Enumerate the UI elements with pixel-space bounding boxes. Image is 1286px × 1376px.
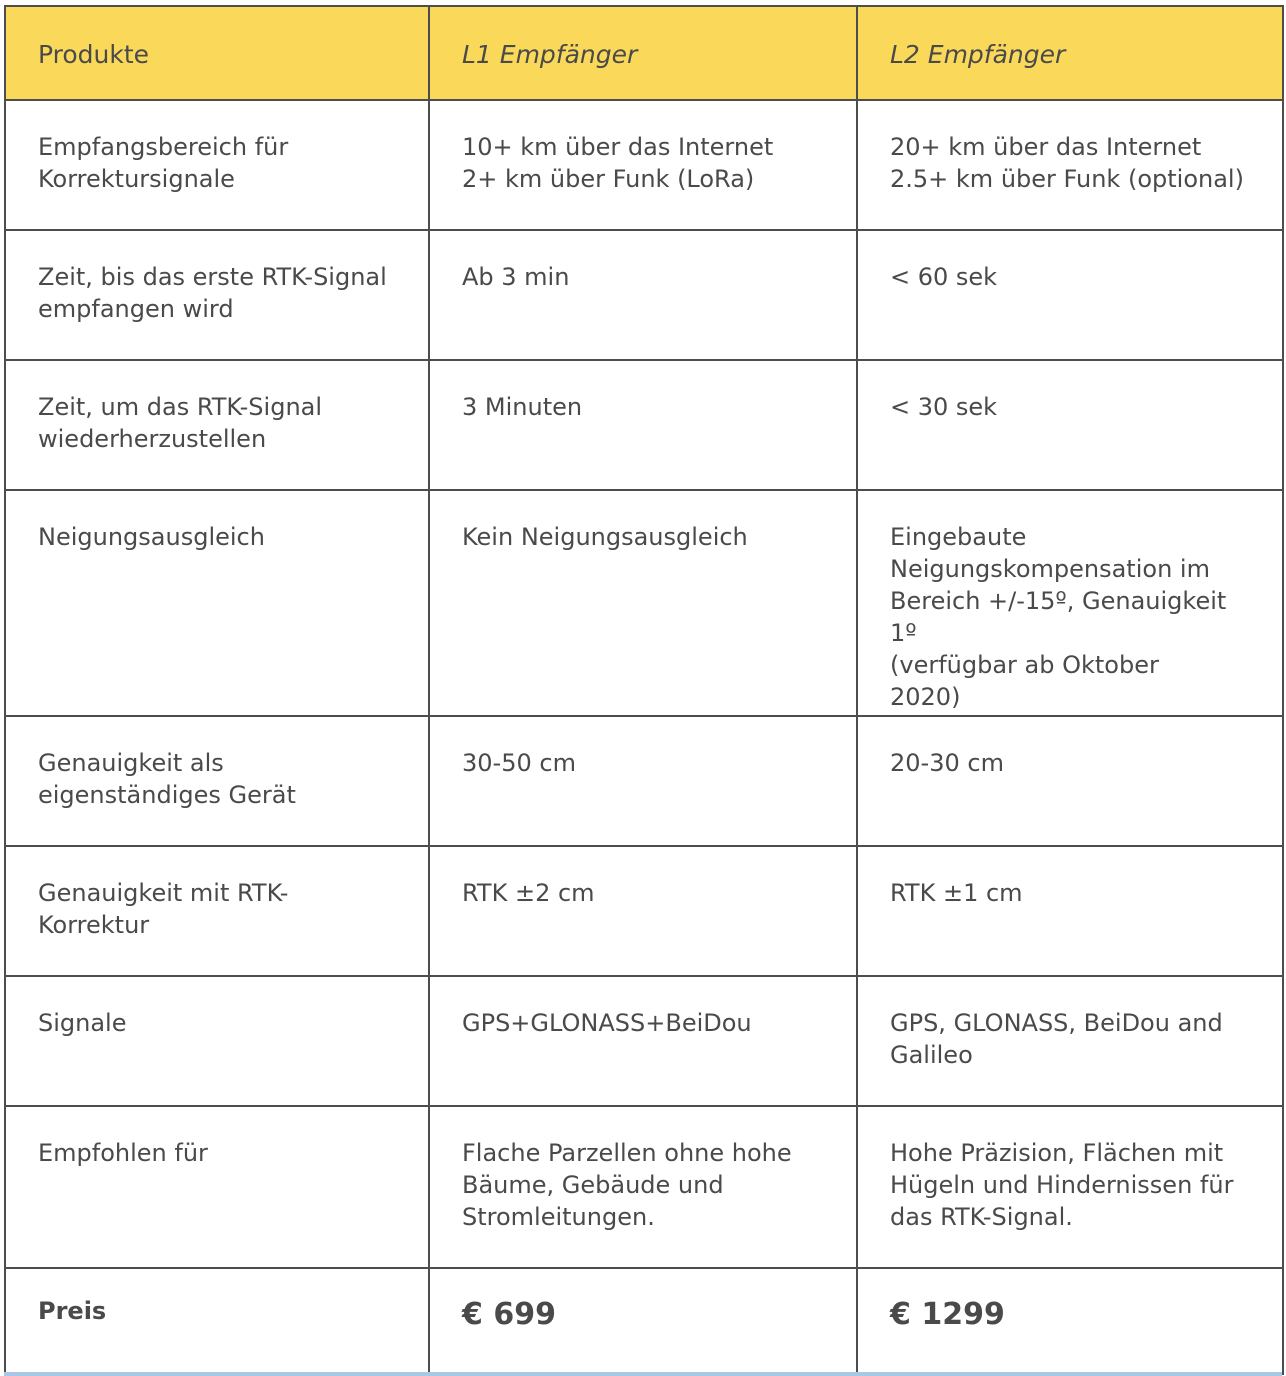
value-line: Flache Parzellen ohne hohe [462, 1139, 792, 1167]
label-line: Signale [38, 1009, 127, 1037]
table-row [5, 100, 1283, 230]
label-line: Empfangsbereich für [38, 133, 289, 161]
table-row [5, 230, 1283, 360]
l2-value [857, 846, 1283, 976]
l1-value [429, 976, 857, 1106]
value-line: 30-50 cm [462, 749, 576, 777]
label-line: Empfohlen für [38, 1139, 208, 1167]
table-body [5, 100, 1283, 1374]
table-header [5, 6, 1283, 100]
l1-value [429, 230, 857, 360]
value-line: 10+ km über das Internet [462, 133, 774, 161]
label-line: Zeit, um das RTK-Signal [38, 393, 323, 421]
value-line: 2020) [890, 683, 961, 711]
value-line: RTK ±2 cm [462, 879, 595, 907]
row-label [5, 100, 429, 230]
value-line: GPS+GLONASS+BeiDou [462, 1009, 752, 1037]
value-line: Eingebaute [890, 523, 1027, 551]
value-line: 3 Minuten [462, 393, 583, 421]
value-line: Stromleitungen. [462, 1203, 655, 1231]
value-line: Bereich +/-15º, Genauigkeit 1º [890, 587, 1227, 647]
table-row [5, 490, 1283, 716]
l1-value [429, 716, 857, 846]
value-line: 2+ km über Funk (LoRa) [462, 165, 755, 193]
row-label [5, 716, 429, 846]
l1-value [429, 100, 857, 230]
table-row [5, 1106, 1283, 1268]
header-l2-receiver: L2 Empfänger [857, 6, 1283, 100]
l2-value [857, 1106, 1283, 1268]
label-line: wiederherzustellen [38, 425, 267, 453]
row-label [5, 976, 429, 1106]
value-line: GPS, GLONASS, BeiDou and [890, 1009, 1223, 1037]
price-l1: € 699 [429, 1268, 857, 1374]
l1-value [429, 846, 857, 976]
value-line: (verfügbar ab Oktober [890, 651, 1159, 679]
label-line: Genauigkeit als [38, 749, 224, 777]
label-line: eigenständiges Gerät [38, 781, 296, 809]
comparison-table-wrapper [4, 5, 1282, 1373]
value-line: 20+ km über das Internet [890, 133, 1202, 161]
table-row [5, 360, 1283, 490]
comparison-table [4, 5, 1284, 1375]
row-label [5, 360, 429, 490]
value-line: Kein Neigungsausgleich [462, 523, 748, 551]
label-line: Zeit, bis das erste RTK-Signal [38, 263, 387, 291]
value-line: < 60 sek [890, 263, 998, 291]
row-label [5, 1106, 429, 1268]
price-l2: € 1299 [857, 1268, 1283, 1374]
l1-value [429, 490, 857, 716]
l2-value [857, 716, 1283, 846]
row-label [5, 230, 429, 360]
value-line: Ab 3 min [462, 263, 570, 291]
header-products: Produkte [5, 6, 429, 100]
row-label [5, 490, 429, 716]
label-line: Korrektursignale [38, 165, 235, 193]
value-line: Bäume, Gebäude und [462, 1171, 724, 1199]
l2-value [857, 490, 1283, 716]
l2-value [857, 230, 1283, 360]
l2-value [857, 100, 1283, 230]
row-label [5, 846, 429, 976]
price-row [5, 1268, 1283, 1374]
label-line: Korrektur [38, 911, 150, 939]
value-line: < 30 sek [890, 393, 998, 421]
value-line: Hohe Präzision, Flächen mit [890, 1139, 1224, 1167]
table-row [5, 976, 1283, 1106]
label-line: Genauigkeit mit RTK- [38, 879, 289, 907]
table-row [5, 846, 1283, 976]
value-line: 20-30 cm [890, 749, 1004, 777]
price-label: Preis [5, 1268, 429, 1374]
label-line: Neigungsausgleich [38, 523, 265, 551]
l1-value [429, 1106, 857, 1268]
header-l1-receiver: L1 Empfänger [429, 6, 857, 100]
l2-value [857, 360, 1283, 490]
header-row [5, 6, 1283, 100]
l2-value [857, 976, 1283, 1106]
table-row [5, 716, 1283, 846]
value-line: 2.5+ km über Funk (optional) [890, 165, 1244, 193]
value-line: Galileo [890, 1041, 973, 1069]
value-line: RTK ±1 cm [890, 879, 1023, 907]
label-line: empfangen wird [38, 295, 234, 323]
value-line: Neigungskompensation im [890, 555, 1210, 583]
l1-value [429, 360, 857, 490]
value-line: Hügeln und Hindernissen für [890, 1171, 1234, 1199]
value-line: das RTK-Signal. [890, 1203, 1073, 1231]
bottom-divider [4, 1372, 1282, 1376]
